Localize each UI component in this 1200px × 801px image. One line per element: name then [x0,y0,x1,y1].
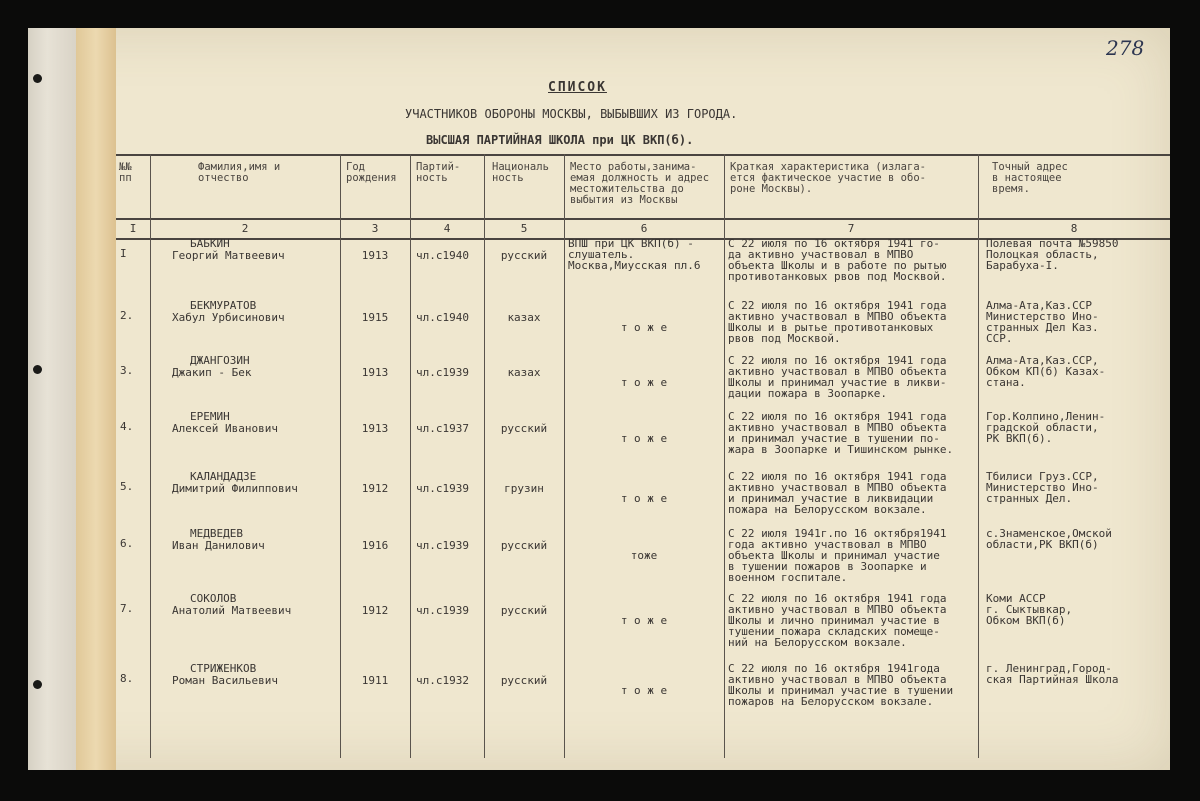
row-surname: СТРИЖЕНКОВ [190,662,257,675]
row-birth-year: 1916 [361,539,389,552]
row-birth-year: 1911 [361,674,389,687]
column-divider [410,154,411,758]
table-top-rule [116,154,1170,156]
row-party: чл.с1939 [416,539,469,552]
row-birth-year: 1912 [361,482,389,495]
column-number: I [129,222,137,235]
row-current-address: Алма-Ата,Каз.ССР Министерство Ино- странных Дел Каз. ССР. [986,299,1099,345]
column-divider [150,154,151,758]
row-workplace: т о ж е [620,376,668,389]
row-current-address: Гор.Колпино,Ленин- градской области, РК ВКП(б). [986,410,1106,445]
row-party: чл.с1939 [416,482,469,495]
row-workplace: т о ж е [620,321,668,334]
column-number: 7 [847,222,855,235]
column-header-party: Партий- ность [416,161,461,184]
column-number: 2 [241,222,249,235]
binding-tape [76,28,116,770]
row-current-address: Алма-Ата,Каз.ССР, Обком КП(б) Казах- стана. [986,354,1106,389]
row-current-address: г. Ленинград,Город- ская Партийная Школа [986,662,1119,686]
row-birth-year: 1913 [361,422,389,435]
row-participation: С 22 июля 1941г.по 16 октября1941 года активно участвовал в МПВО объекта Школы и принимал участие в тушении пожаров в Зоопарке и военном госпитале. [728,527,947,584]
column-header-name: Фамилия,имя и отчество [198,161,281,184]
row-nationality: русский [500,604,548,617]
row-birth-year: 1915 [361,311,389,324]
row-participation: С 22 июля по 16 октября 1941 года активно участвовал в МПВО объекта Школы и лично принимал участие в тушении пожара складских помеще- ний на Белорусском вокзале. [728,592,947,649]
column-number: 5 [520,222,528,235]
column-header-year: Год рождения [346,161,397,184]
document-organization: ВЫСШАЯ ПАРТИЙНАЯ ШКОЛА при ЦК ВКП(б). [426,133,694,147]
tissue-margin [28,28,76,770]
row-workplace: т о ж е [620,684,668,697]
row-current-address: Полевая почта №59850 Полоцкая область, Барабуха-I. [986,237,1119,272]
row-birth-year: 1913 [361,249,389,262]
row-number: 2. [120,309,134,322]
row-participation: С 22 июля по 16 октября 1941 года активно участвовал в МПВО объекта Школы и принимал участие в ликви- дации пожара в Зоопарке. [728,354,947,400]
row-number: 6. [120,537,134,550]
document-sheet [28,28,1170,770]
row-workplace: т о ж е [620,492,668,505]
column-divider [564,154,565,758]
row-surname: БАБКИН [190,237,230,250]
column-header-num: №№ пп [119,161,132,184]
row-given-name: Роман Васильевич [172,674,278,687]
binding-hole [33,365,42,374]
column-divider [484,154,485,758]
row-party: чл.с1940 [416,249,469,262]
row-workplace: т о ж е [620,614,668,627]
row-participation: С 22 июля по 16 октября 1941 года активно участвовал в МПВО объекта и принимал участие в ликвидации пожара на Белорусском вокзале. [728,470,947,516]
row-participation: С 22 июля по 16 октября 1941 года активно участвовал в МПВО объекта и принимал участие в тушении по- жара в Зоопарке и Тишинском рынке. [728,410,954,456]
row-workplace: т о ж е [620,432,668,445]
row-number: 5. [120,480,134,493]
row-nationality: русский [500,249,548,262]
row-nationality: грузин [504,482,544,495]
header-bottom-rule [116,218,1170,220]
row-surname: БЕКМУРАТОВ [190,299,257,312]
row-number: 7. [120,602,134,615]
row-current-address: Тбилиси Груз.ССР, Министерство Ино- странных Дел. [986,470,1099,505]
row-party: чл.с1940 [416,311,469,324]
row-given-name: Иван Данилович [172,539,265,552]
row-party: чл.с1939 [416,604,469,617]
row-number: 8. [120,672,134,685]
row-given-name: Алексей Иванович [172,422,278,435]
row-birth-year: 1912 [361,604,389,617]
row-nationality: казах [507,366,541,379]
column-number: 3 [371,222,379,235]
column-divider [978,154,979,758]
row-surname: СОКОЛОВ [190,592,237,605]
row-surname: КАЛАНДАДЗЕ [190,470,257,483]
row-given-name: Димитрий Филиппович [172,482,298,495]
row-workplace: тоже [630,549,658,562]
row-party: чл.с1939 [416,366,469,379]
column-divider [340,154,341,758]
column-header-desc: Краткая характеристика (излага- ется фактическое участие в обо- роне Москвы). [730,161,926,195]
row-current-address: Коми АССР г. Сыктывкар, Обком ВКП(б) [986,592,1073,627]
row-participation: С 22 июля по 16 октября 1941 года активно участвовал в МПВО объекта Школы и в рытье противотанковых рвов под Москвой. [728,299,947,345]
binding-hole [33,74,42,83]
row-nationality: русский [500,422,548,435]
row-surname: ЕРЕМИН [190,410,230,423]
row-party: чл.с1932 [416,674,469,687]
row-number: I [120,247,127,260]
column-number: 4 [443,222,451,235]
row-workplace: ВПШ при ЦК ВКП(б) - слушатель. Москва,Миусская пл.6 [568,237,701,272]
row-nationality: казах [507,311,541,324]
row-nationality: русский [500,674,548,687]
row-participation: С 22 июля по 16 октября 1941 го- да активно участвовал в МПВО объекта Школы и в работе по рытью противотанковых рвов под Москвой. [728,237,947,283]
row-nationality: русский [500,539,548,552]
column-number: 6 [640,222,648,235]
row-given-name: Джакип - Бек [172,366,252,379]
row-given-name: Хабул Урбисинович [172,311,285,324]
row-given-name: Анатолий Матвеевич [172,604,292,617]
column-divider [724,154,725,758]
column-header-nat: Националь ность [492,161,549,184]
page-number: 278 [1106,36,1145,60]
row-number: 3. [120,364,134,377]
row-participation: С 22 июля по 16 октября 1941года активно участвовал в МПВО объекта Школы и принимал участие в тушении пожаров на Белорусском вокзале. [728,662,954,708]
document-subtitle: УЧАСТНИКОВ ОБОРОНЫ МОСКВЫ, ВЫБЫВШИХ ИЗ ГОРОДА. [405,107,738,121]
binding-hole [33,680,42,689]
row-current-address: с.Знаменское,Омской области,РК ВКП(б) [986,527,1112,551]
document-title: СПИСОК [548,80,607,95]
row-party: чл.с1937 [416,422,469,435]
row-given-name: Георгий Матвеевич [172,249,285,262]
column-header-place: Место работы,занима- емая должность и адрес местожительства до выбытия из Москвы [570,161,710,206]
row-surname: МЕДВЕДЕВ [190,527,243,540]
row-number: 4. [120,420,134,433]
column-header-addr: Точный адрес в настоящее время. [992,161,1068,195]
row-surname: ДЖАНГОЗИН [190,354,250,367]
row-birth-year: 1913 [361,366,389,379]
column-number: 8 [1070,222,1078,235]
